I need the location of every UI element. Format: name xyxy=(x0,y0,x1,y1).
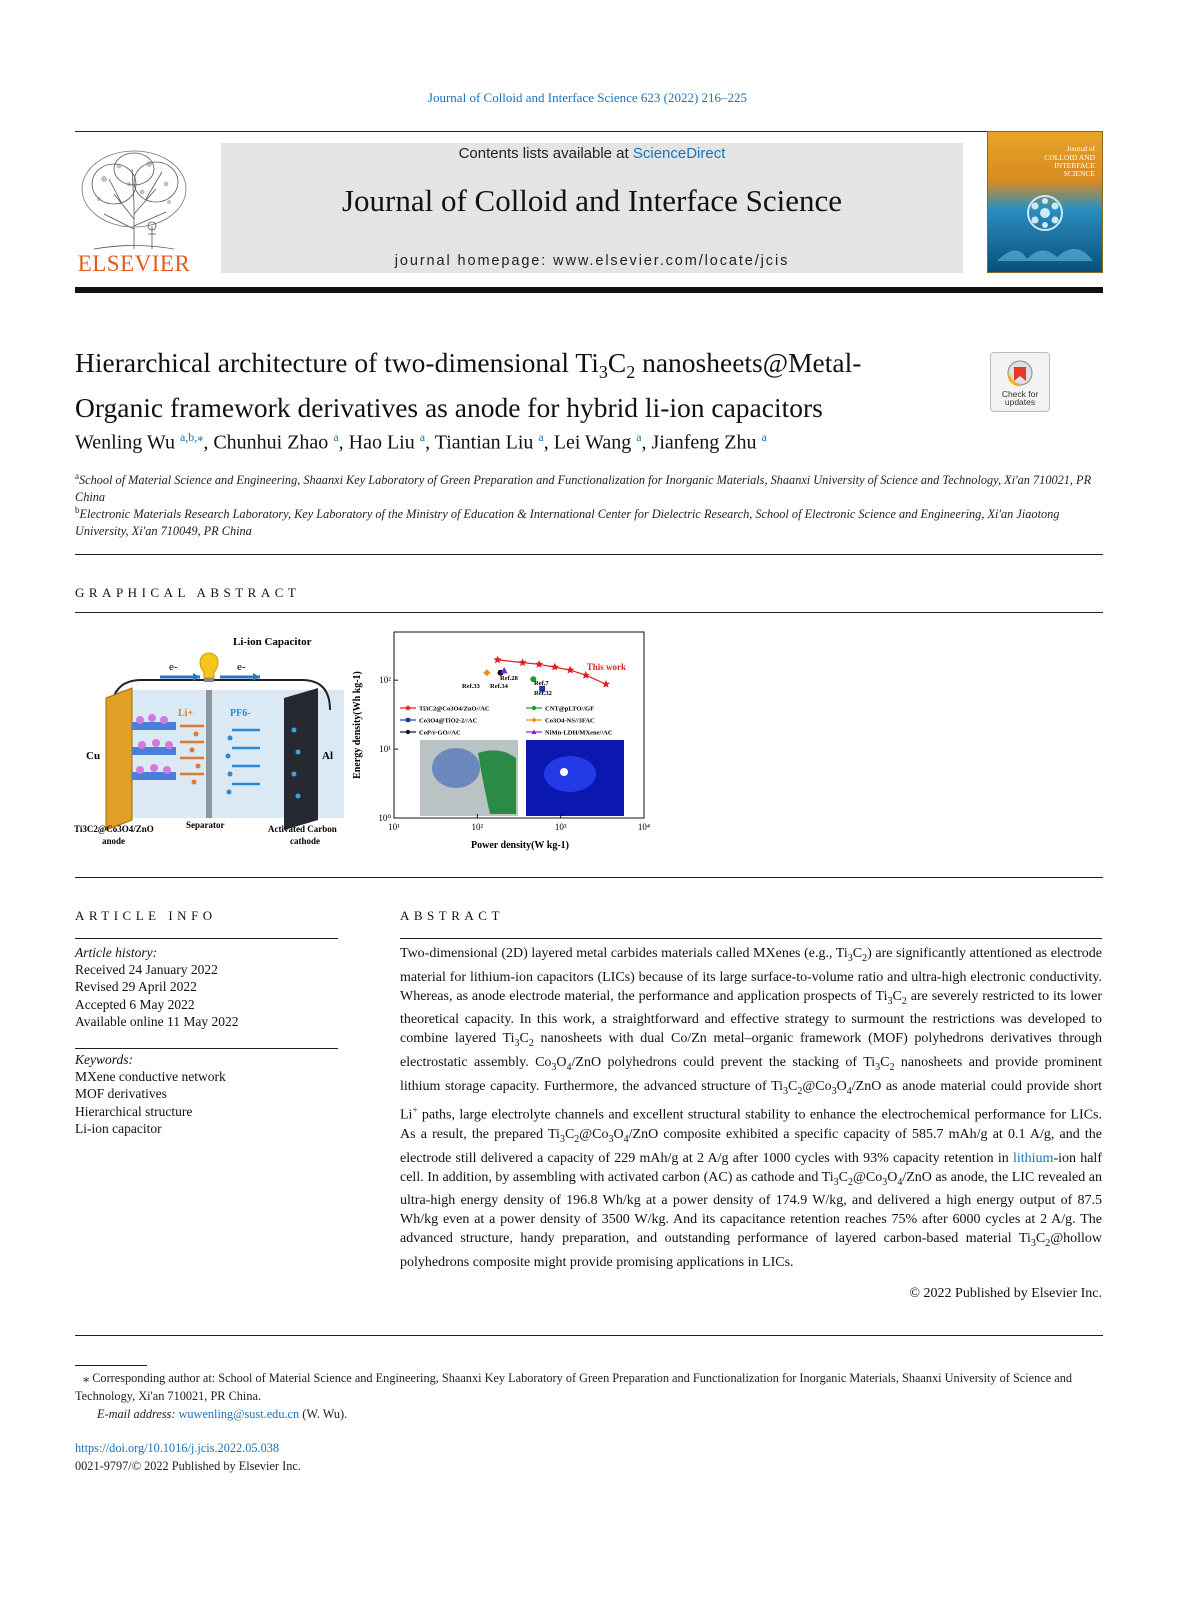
author-name[interactable]: , Chunhui Zhao xyxy=(203,431,329,454)
keywords-rule xyxy=(75,1048,338,1049)
bulb-base xyxy=(204,678,214,682)
history-item: Accepted 6 May 2022 xyxy=(75,996,195,1012)
title-c: C xyxy=(607,347,627,378)
electron-label-right: e- xyxy=(237,661,246,673)
check-updates-icon xyxy=(991,353,1049,411)
keyword-item: MXene conductive network xyxy=(75,1069,226,1085)
data-point-circle xyxy=(532,706,536,710)
y-tick-label: 10⁰ xyxy=(378,813,391,823)
author-sup[interactable]: a xyxy=(419,430,426,444)
data-point-square xyxy=(406,718,410,722)
legend-label: CoP/r-GO//AC xyxy=(419,729,461,737)
email-link[interactable]: wuwenling@sust.edu.cn xyxy=(178,1407,300,1421)
graphical-abstract-heading: GRAPHICAL ABSTRACT xyxy=(75,585,301,600)
copyright-notice: © 2022 Published by Elsevier Inc. xyxy=(909,1286,1102,1301)
email-suffix: (W. Wu). xyxy=(299,1407,348,1421)
article-history xyxy=(75,944,340,1030)
li-ion-label: Li+ xyxy=(178,708,194,719)
email-label: E-mail address: xyxy=(97,1407,176,1421)
history-item: Available online 11 May 2022 xyxy=(75,1013,239,1029)
header-thick-rule xyxy=(75,287,1103,293)
separator-label: Separator xyxy=(186,820,225,830)
point-label: Ref.34 xyxy=(490,683,508,690)
elsevier-wordmark: ELSEVIER xyxy=(77,251,191,276)
check-updates-text-1: Check for xyxy=(1001,389,1039,399)
issn-line: 0021-9797/© 2022 Published by Elsevier Inc. xyxy=(75,1459,301,1473)
keyword-item: Hierarchical structure xyxy=(75,1103,193,1119)
history-label: Article history: xyxy=(75,945,158,960)
al-label: Al xyxy=(322,750,333,762)
legend-label: NiMn-LDH/MXene//AC xyxy=(545,729,613,737)
info-rule xyxy=(75,938,338,939)
sciencedirect-link[interactable]: ScienceDirect xyxy=(632,145,726,162)
cover-title-3: INTERFACE xyxy=(1054,161,1095,170)
abstract-rule xyxy=(400,938,1102,939)
data-point-circle xyxy=(406,730,410,734)
author-name[interactable]: , Tiantian Liu xyxy=(425,431,534,454)
separator xyxy=(206,690,212,818)
journal-homepage[interactable]: journal homepage: www.elsevier.com/locate/jcis xyxy=(394,253,790,269)
title-part-1: Hierarchical architecture of two-dimensional Ti xyxy=(75,347,599,378)
x-tick-label: 10³ xyxy=(554,822,567,832)
this-work-annotation: This work xyxy=(586,662,626,672)
cu-current-collector xyxy=(106,688,132,830)
x-tick-label: 10⁴ xyxy=(637,822,651,832)
keyword-item: MOF derivatives xyxy=(75,1086,167,1102)
top-rule xyxy=(75,131,1103,132)
affiliation-sup: a xyxy=(75,471,79,481)
lic-schematic-diagram xyxy=(72,630,362,854)
legend-label: Co3O4@TiO2-2//AC xyxy=(419,717,478,725)
cover-title-2: COLLOID AND xyxy=(1044,153,1095,162)
divider-rule xyxy=(75,554,1103,555)
point-label: Ref.32 xyxy=(534,690,552,697)
keywords-label: Keywords: xyxy=(75,1052,133,1067)
title-sub-2: 2 xyxy=(626,362,636,382)
email-line xyxy=(97,1407,347,1422)
footnote-rule xyxy=(75,1365,147,1366)
journal-cover-image[interactable] xyxy=(987,131,1103,273)
cathode-label-1: Activated Carbon xyxy=(268,824,337,834)
anode-label-2: anode xyxy=(102,836,126,846)
schematic-title: Li-ion Capacitor xyxy=(233,636,312,648)
light-bulb-icon xyxy=(200,653,218,678)
al-current-collector xyxy=(284,688,318,830)
x-axis-label: Power density(W kg-1) xyxy=(471,840,569,851)
y-tick-label: 10¹ xyxy=(379,744,391,755)
affiliation-sup: b xyxy=(75,505,80,515)
abstract-heading: ABSTRACT xyxy=(400,908,504,923)
affiliation-b xyxy=(75,502,1095,540)
anode-layers xyxy=(132,714,176,780)
author-sup[interactable]: a xyxy=(761,430,767,444)
lithium-link[interactable]: lithium xyxy=(1012,1150,1054,1166)
point-label: Ref.7 xyxy=(534,680,549,687)
cathode-label-2: cathode xyxy=(290,836,320,846)
author-name[interactable]: , Jianfeng Zhu xyxy=(641,431,757,454)
journal-reference[interactable]: Journal of Colloid and Interface Science 623 (2022) 216–225 xyxy=(427,90,748,105)
divider-rule xyxy=(75,877,1103,878)
contents-prefix: Contents lists available at xyxy=(458,145,633,162)
affiliation-text: School of Material Science and Engineering, Shaanxi Key Laboratory of Green Preparation and Functionalization for Inorganic Materials, Shaanxi University of Science and Technology, Xi'an 710021, PR China xyxy=(75,473,1092,505)
x-tick-label: 10² xyxy=(471,822,484,832)
y-tick-label: 10² xyxy=(379,675,391,686)
history-item: Revised 29 April 2022 xyxy=(75,979,197,995)
anode-label-1: Ti3C2@Co3O4/ZnO xyxy=(74,824,154,834)
y-axis-label: Energy density(Wh kg-1) xyxy=(352,671,363,779)
history-item: Received 24 January 2022 xyxy=(75,962,218,978)
check-updates-text-2: updates xyxy=(1004,397,1036,407)
doi-link[interactable]: https://doi.org/10.1016/j.jcis.2022.05.038 xyxy=(75,1441,280,1455)
article-info-heading: ARTICLE INFO xyxy=(75,908,217,923)
electron-label-left: e- xyxy=(169,661,178,673)
author-list xyxy=(75,430,767,455)
cover-title-1: Journal of xyxy=(1066,145,1095,153)
journal-header-box xyxy=(221,143,963,273)
author-name[interactable]: , Lei Wang xyxy=(543,431,632,454)
legend-label: CNT@pLTO//GF xyxy=(545,705,595,713)
affiliation-text: Electronic Materials Research Laboratory, Key Laboratory of the Ministry of Education & International Center for Dielectric Research, School of Electronic Science and Engineering, Xi'an Jiaotong University, Xi'an 710049, PR China xyxy=(75,507,1060,539)
legend-label: Co3O4-NS//3FAC xyxy=(545,717,595,725)
author-name[interactable]: , Hao Liu xyxy=(338,431,415,454)
corresponding-author-footnote: ⁎ Corresponding author at: School of Material Science and Engineering, Shaanxi Key Laboratory of Green Preparation and Functionalization for Inorganic Materials, Shaanxi University of Science and Technology, Xi'an 710021, PR China. xyxy=(75,1371,1073,1403)
check-for-updates-badge[interactable] xyxy=(990,352,1050,412)
point-label: Ref.28 xyxy=(500,675,518,682)
keywords-block xyxy=(75,1051,340,1137)
x-tick-label: 10¹ xyxy=(388,822,400,832)
cu-label: Cu xyxy=(86,750,101,762)
title-line-2: Organic framework derivatives as anode for hybrid li-ion capacitors xyxy=(75,392,823,423)
author-sup[interactable]: a,b,⁎ xyxy=(179,430,204,444)
divider-rule xyxy=(75,612,1103,613)
author-sup[interactable]: a xyxy=(333,430,339,444)
title-sub-3: 3 xyxy=(598,362,608,382)
contents-line xyxy=(221,145,963,162)
affiliation-a xyxy=(75,468,1095,506)
keyword-item: Li-ion capacitor xyxy=(75,1120,162,1136)
cover-title-4: SCIENCE xyxy=(1063,169,1095,178)
author-sup[interactable]: a xyxy=(538,430,544,444)
point-label: Ref.33 xyxy=(462,683,480,690)
author-name[interactable]: Wenling Wu xyxy=(75,431,175,454)
pf6-label: PF6- xyxy=(230,708,251,719)
article-title xyxy=(75,345,975,425)
abstract-body: Two-dimensional (2D) layered metal carbides materials called MXenes (e.g., $Ti_3C_2$) are significantly attentioned as electrode material for lithium-ion capacitors (LICs) because of its large surface-to-volume ratio and ultra-high electronic conductivity. Whereas, as anode electrode material, the performance and application prospects of $Ti_3C_2$ are severely restricted to its lower theoretical capacity. In this work, a straightforward and effective strategy to surmount the restrictions was developed to combine layered $Ti_3C_2$ nanosheets with dual Co/Zn metal–organic framework (MOF) polyhedrons derivatives through electrostatic assembly. $Co_3O_4$/ZnO polyhedrons could prevent the stacking of $Ti_3C_2$ nanosheets and provide prominent lithium storage capacity. Furthermore, the advanced structure of $Ti_3C_2@Co_3O_4$/ZnO as anode material could provide short Li+ paths, large electrolyte channels and excellent structural stability to enhance the electrochemical performance for LICs. As a result, the prepared $Ti_3C_2@Co_3O_4$/ZnO composite exhibited a specific capacity of 585.7 mAh/g at 0.1 A/g, and the electrode still delivered a capacity of 229 mAh/g at 2 A/g after 1000 cycles with 93% capacity retention in lithium-ion half cell. In addition, by assembling with activated carbon (AC) as cathode and $Ti_3C_2@Co_3O_4$/ZnO as anode, the LIC revealed an ultra-high energy density of 196.8 Wh/kg at a power density of 174.9 W/kg, and delivered a high energy output of 87.5 Wh/kg even at a power density of 3500 W/kg. And its capacitance retention reaches 75% after 6000 cycles at 2 A/g. The advanced structure, handy preparation, and outstanding performance of layered carbon-based material $Ti_3C_2@hollow$ polyhedrons composite might provide promising applications in LICs. xyxy=(400,946,1102,1270)
legend-label: Ti3C2@Co3O4/ZnO//AC xyxy=(419,705,490,713)
journal-title: Journal of Colloid and Interface Science xyxy=(341,183,843,218)
title-part-2: nanosheets@Metal- xyxy=(635,347,862,378)
author-sup[interactable]: a xyxy=(636,430,642,444)
ragone-plot xyxy=(350,628,660,856)
divider-rule xyxy=(75,1335,1103,1336)
